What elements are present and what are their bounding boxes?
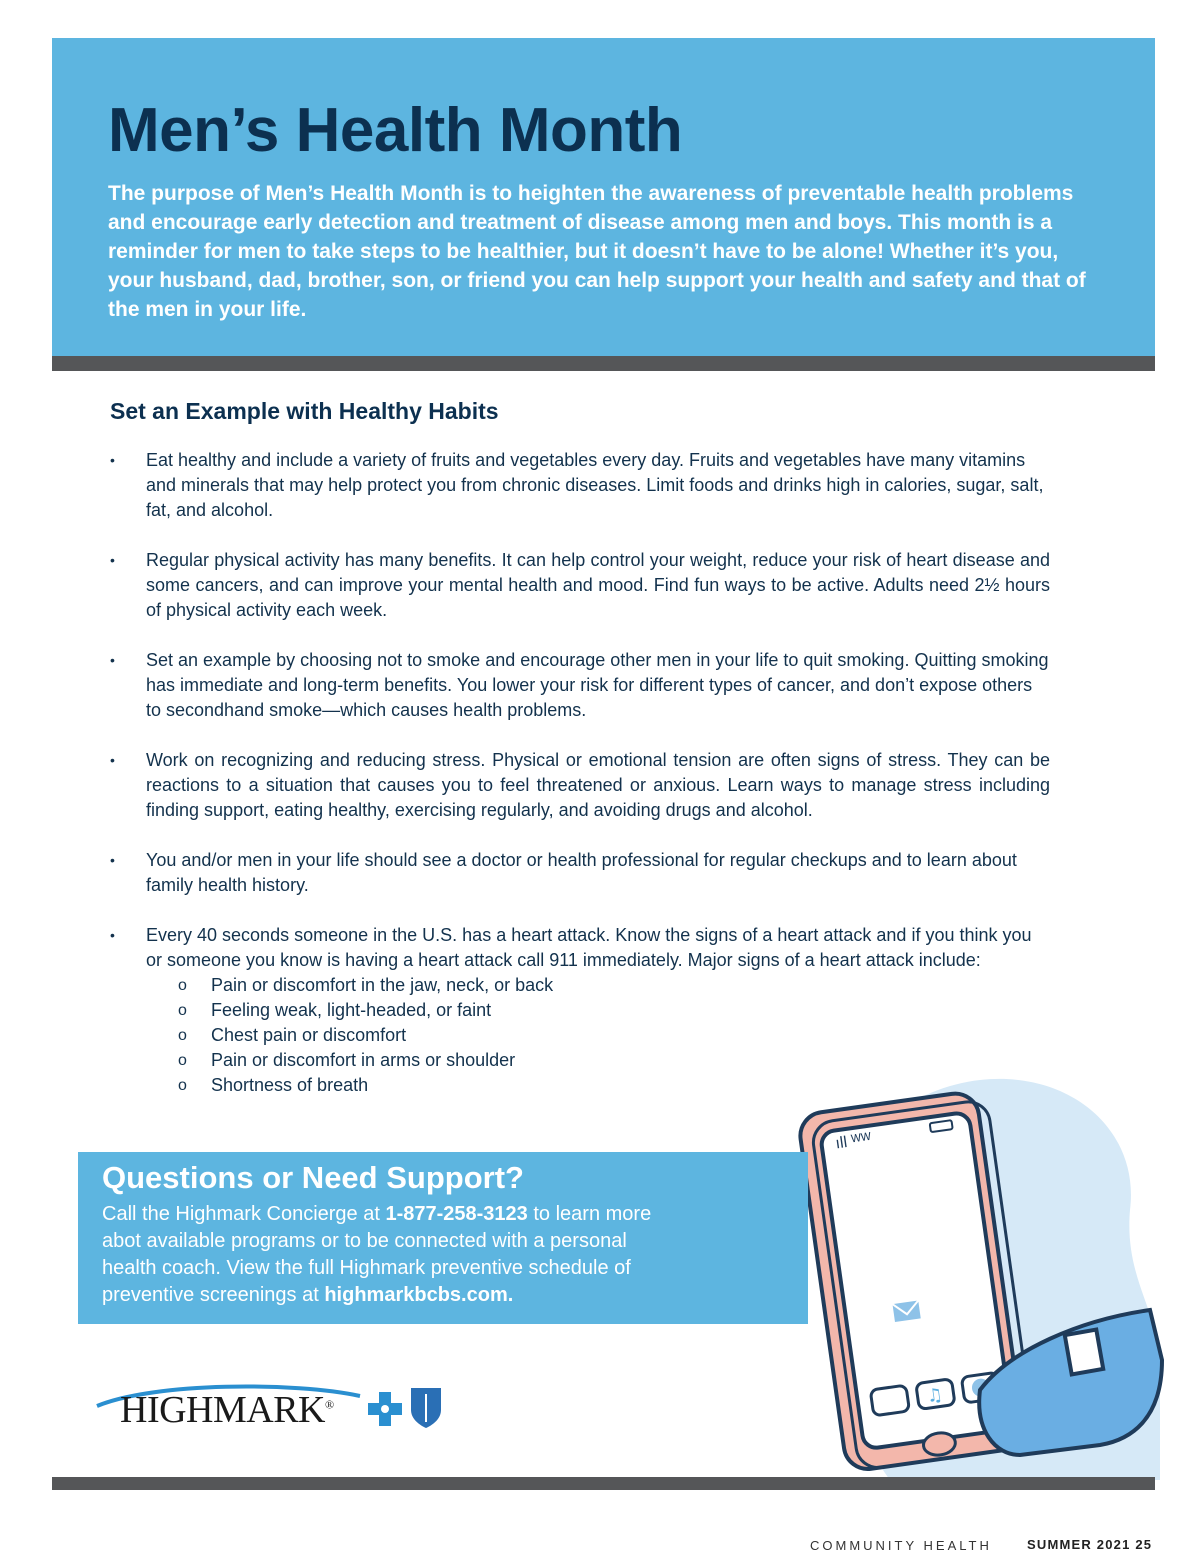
hero-divider bbox=[52, 356, 1155, 371]
footer-divider bbox=[52, 1477, 1155, 1490]
music-icon: ♫ bbox=[925, 1384, 945, 1408]
list-item: • Eat healthy and include a variety of fruits and vegetables every day. Fruits and vegetables have many vitamins and minerals that may help protect you from chronic diseases. Limit foods and drinks high in calories, sugar, salt, fat, and alcohol. bbox=[110, 450, 1044, 520]
circle-bullet-icon: o bbox=[178, 1052, 187, 1069]
sub-list-item: o Pain or discomfort in the jaw, neck, or back bbox=[146, 973, 1050, 998]
circle-bullet-icon: o bbox=[178, 977, 187, 994]
list-item: • You and/or men in your life should see a doctor or health professional for regular checkups and to learn about family health history. bbox=[110, 850, 1017, 895]
circle-bullet-icon: o bbox=[178, 1002, 187, 1019]
footer-issue-page: SUMMER 2021 25 bbox=[1027, 1537, 1153, 1552]
svg-text:ıll ᵂᵂ: ıll ᵂᵂ bbox=[834, 1130, 873, 1153]
support-phone-link[interactable]: 1-877-258-3123 bbox=[385, 1203, 528, 1225]
bullet-icon: • bbox=[110, 927, 115, 943]
hero-banner bbox=[52, 38, 1155, 356]
sub-list-item: o Pain or discomfort in arms or shoulder bbox=[146, 1048, 1050, 1073]
footer-section-label: COMMUNITY HEALTH bbox=[810, 1538, 992, 1553]
list-item: • Every 40 seconds someone in the U.S. has a heart attack. Know the signs of a heart attack and if you think you or someone you know is having a heart attack call 911 immediately. Major signs of a heart attack include: o Pain or discomfort in the jaw, neck, or back o Feeling weak, light-headed, or faint o Chest pain or discomfort o Pain or discomfort in arms or shoulder o Shortness of breath bbox=[110, 923, 1050, 1098]
hero-intro: The purpose of Men’s Health Month is to heighten the awareness of preventable health problems and encourage early detection and treatment of disease among men and boys. This month is a reminder for men to take steps to be healthier, but it doesn’t have to be alone! Whether it’s you, your husband, dad, brother, son, or friend you can help support your health and safety and that of the men in your life. bbox=[108, 182, 1086, 321]
support-title: Questions or Need Support? bbox=[102, 1160, 524, 1195]
support-website-link[interactable]: highmarkbcbs.com. bbox=[324, 1284, 514, 1306]
bullet-icon: • bbox=[110, 652, 115, 668]
habits-list bbox=[110, 448, 1050, 1123]
support-box bbox=[78, 1152, 808, 1324]
blue-shield-icon bbox=[411, 1388, 441, 1428]
bullet-icon: • bbox=[110, 452, 115, 468]
bullet-icon: • bbox=[110, 752, 115, 768]
highmark-logo bbox=[95, 1380, 455, 1430]
sub-list-item: o Shortness of breath bbox=[146, 1073, 1050, 1098]
list-item: • Regular physical activity has many benefits. It can help control your weight, reduce your risk of heart disease and some cancers, and can improve your mental health and mood. Find fun ways to be active. Adults need 2½ hours of physical activity each week. bbox=[110, 550, 1050, 620]
bullet-icon: • bbox=[110, 552, 115, 568]
circle-bullet-icon: o bbox=[178, 1077, 187, 1094]
bullet-icon: • bbox=[110, 852, 115, 868]
logo-wordmark: HIGHMARK® bbox=[120, 1389, 334, 1431]
sub-list-item: o Chest pain or discomfort bbox=[146, 1023, 1050, 1048]
blue-cross-icon bbox=[368, 1392, 402, 1426]
sub-list-item: o Feeling weak, light-headed, or faint bbox=[146, 998, 1050, 1023]
page-title: Men’s Health Month bbox=[108, 96, 683, 165]
list-item: • Set an example by choosing not to smoke and encourage other men in your life to quit smoking. Quitting smoking has immediate and long-term benefits. You lower your risk for different types of cancer, and don’t expose others to secondhand smoke—which causes health problems. bbox=[110, 650, 1049, 720]
section-title: Set an Example with Healthy Habits bbox=[110, 398, 499, 424]
support-text: Call the Highmark Concierge at 1-877-258-3123 to learn more abot available programs or to be connected with a personal health coach. View the full Highmark preventive schedule of preventive screenings at highmarkbcbs.com. bbox=[102, 1203, 652, 1306]
envelope-icon bbox=[892, 1301, 920, 1322]
circle-bullet-icon: o bbox=[178, 1027, 187, 1044]
list-item: • Work on recognizing and reducing stress. Physical or emotional tension are often signs of stress. They can be reactions to a situation that causes you to feel threatened or anxious. Learn ways to manage stress including finding support, eating healthy, exercising regularly, and avoiding drugs and alcohol. bbox=[110, 750, 1050, 820]
phone-illustration bbox=[770, 1060, 1170, 1480]
